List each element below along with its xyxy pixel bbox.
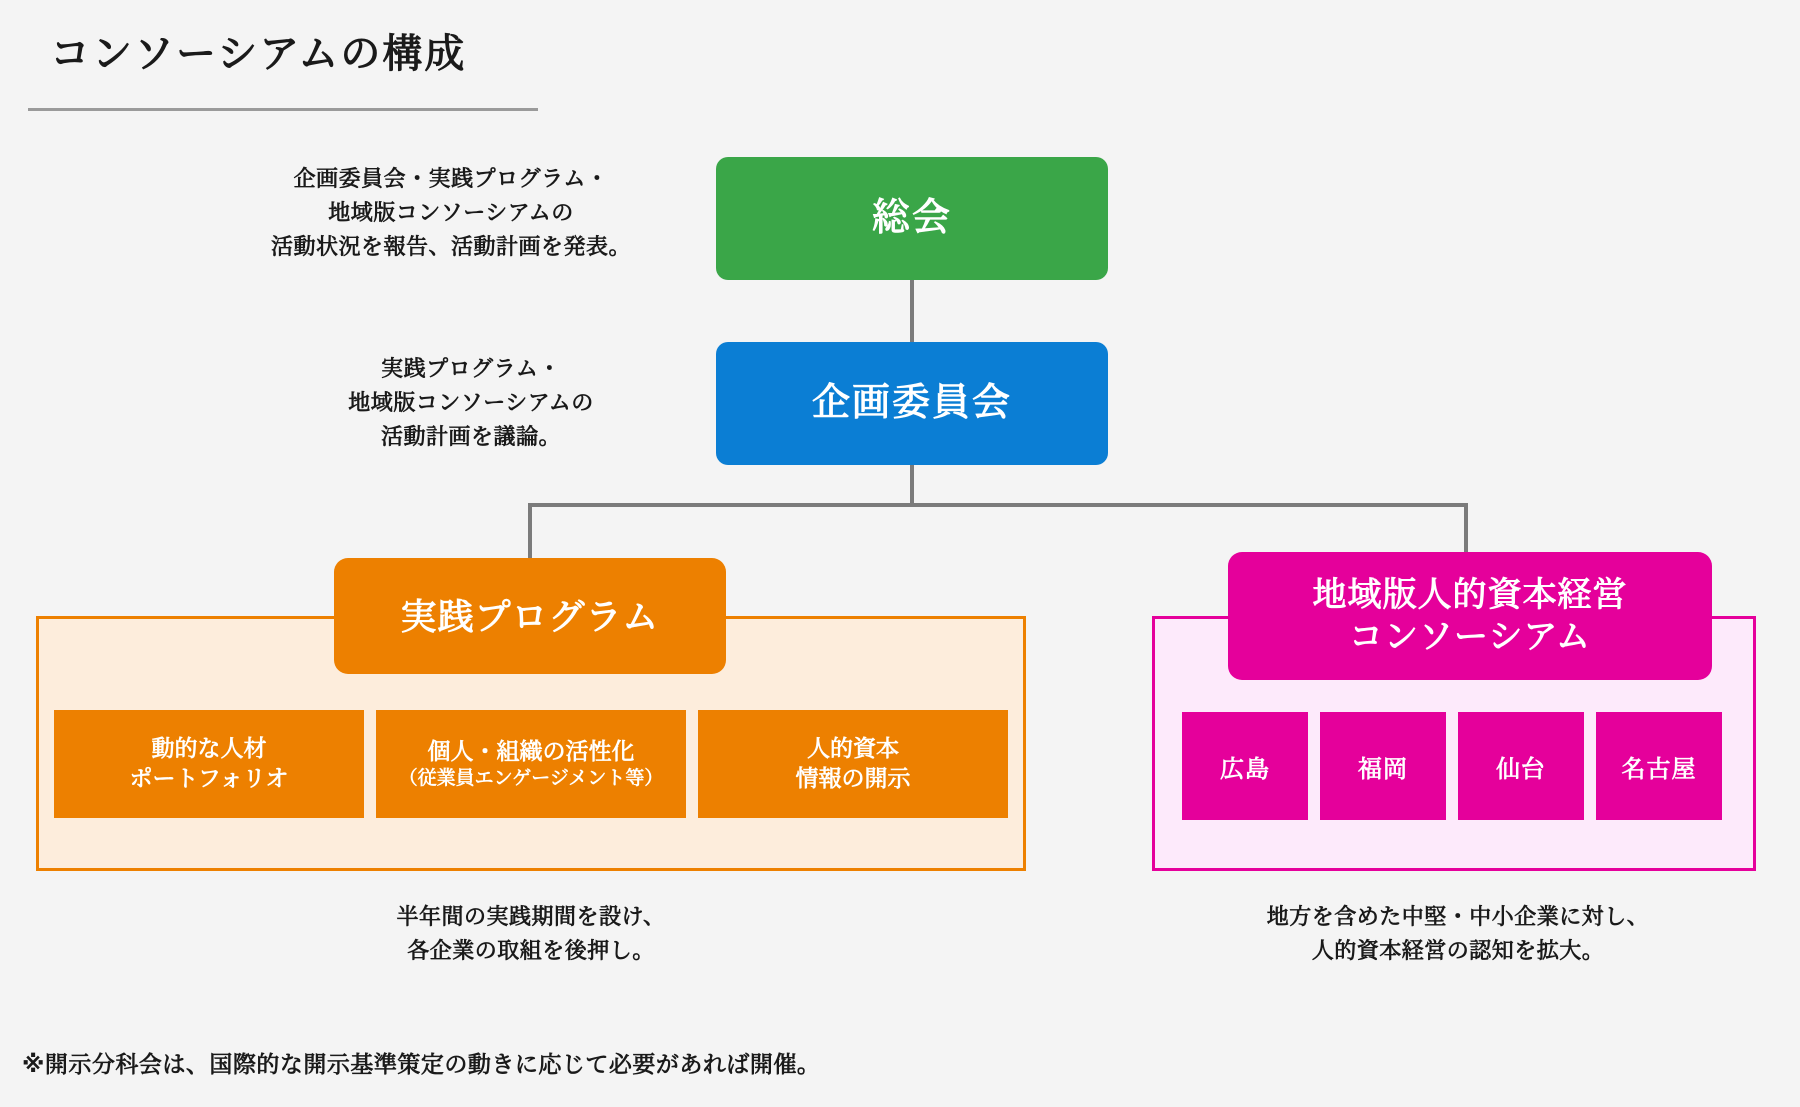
node-general-assembly-label: 総会 (871, 196, 952, 239)
node-practice-program[interactable] (334, 558, 726, 674)
note-regional-consortium-line1: 地方を含めた中堅・中小企業に対し、 (1266, 904, 1650, 929)
note-regional-consortium-line2: 人的資本経営の認知を拡大。 (1311, 938, 1605, 964)
regional-consortium-items (1182, 712, 1728, 820)
note-regional-consortium (1178, 900, 1738, 968)
region-item-2[interactable] (1320, 712, 1446, 820)
practice-item-2[interactable] (376, 710, 686, 818)
note-practice-program-line2: 各企業の取組を後押し。 (407, 938, 655, 964)
practice-program-items (54, 710, 1008, 818)
region-item-3-label: 仙台 (1496, 755, 1546, 783)
footnote: ※開示分科会は、国際的な開示基準策定の動きに応じて必要があれば開催。 (22, 1051, 821, 1077)
practice-item-2-sub: （従業員エンゲージメント等） (398, 767, 664, 789)
node-planning-committee[interactable] (716, 342, 1108, 465)
region-item-4[interactable] (1596, 712, 1722, 820)
region-item-4-label: 名古屋 (1621, 755, 1697, 783)
note-planning-committee (276, 352, 666, 454)
node-regional-consortium[interactable] (1228, 552, 1712, 680)
node-planning-committee-label: 企画委員会 (811, 381, 1012, 424)
practice-item-1-line2: ポートフォリオ (129, 765, 289, 791)
note-general-assembly-line3: 活動状況を報告、活動計画を発表。 (270, 234, 631, 260)
note-practice-program (246, 900, 816, 968)
practice-item-3-line1: 人的資本 (807, 735, 899, 762)
node-general-assembly[interactable] (716, 157, 1108, 280)
practice-item-3-line2: 情報の開示 (795, 765, 911, 791)
practice-item-2-line1: 個人・組織の活性化 (427, 737, 635, 764)
region-item-2-label: 福岡 (1358, 755, 1408, 783)
practice-item-3[interactable] (698, 710, 1008, 818)
note-practice-program-line1: 半年間の実践期間を設け、 (396, 904, 666, 929)
note-planning-committee-line1: 実践プログラム・ (381, 356, 561, 381)
region-item-3[interactable] (1458, 712, 1584, 820)
connector-assembly-to-committee (910, 280, 914, 342)
region-item-1[interactable] (1182, 712, 1308, 820)
note-general-assembly-line2: 地域版コンソーシアムの (328, 200, 574, 226)
node-practice-program-label: 実践プログラム (400, 595, 660, 637)
practice-item-1-line1: 動的な人材 (151, 735, 267, 762)
note-general-assembly-line1: 企画委員会・実践プログラム・ (293, 166, 609, 191)
note-general-assembly (236, 162, 666, 264)
note-planning-committee-line3: 活動計画を議論。 (380, 424, 561, 450)
region-item-1-label: 広島 (1220, 755, 1270, 783)
title-divider (28, 108, 538, 111)
node-regional-consortium-label-line1: 地域版人的資本経営 (1312, 575, 1628, 614)
practice-item-1[interactable] (54, 710, 364, 818)
node-regional-consortium-label-line2: コンソーシアム (1349, 618, 1591, 656)
note-planning-committee-line2: 地域版コンソーシアムの (348, 390, 594, 416)
page-title: コンソーシアムの構成 (50, 32, 467, 76)
connector-committee-down (910, 465, 914, 505)
connector-horizontal-branch (528, 503, 1468, 507)
